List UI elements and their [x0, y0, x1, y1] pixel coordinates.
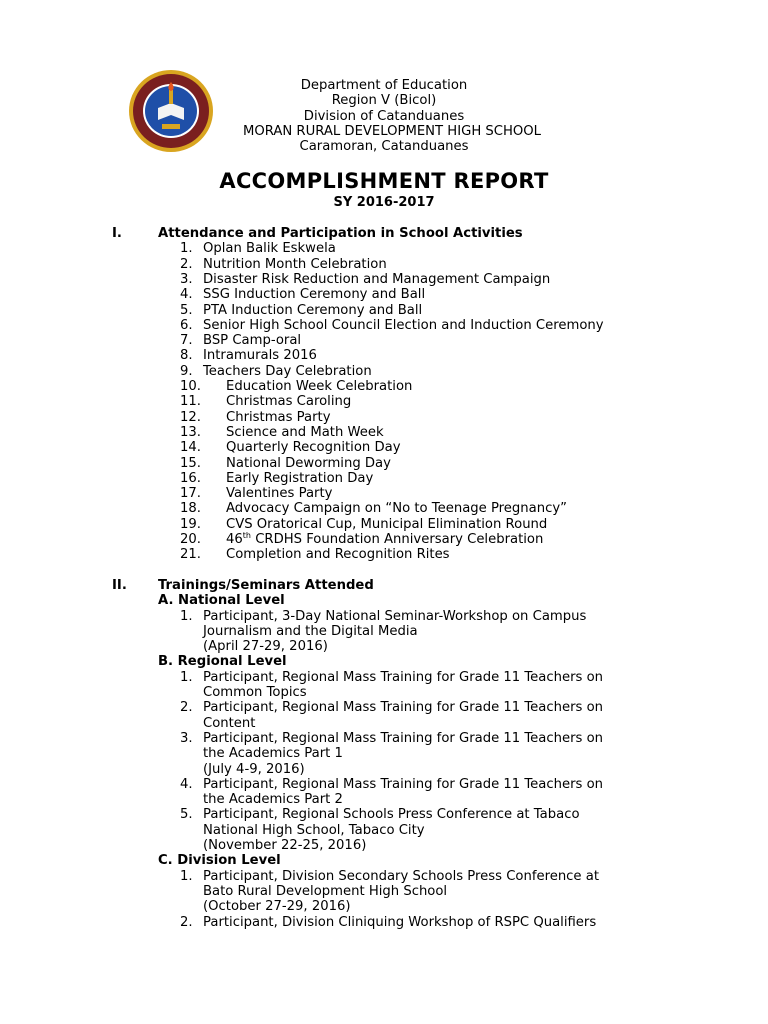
item-number: 20.: [180, 532, 201, 547]
item-number: 5.: [180, 302, 193, 318]
header-division: Division of Catanduanes: [303, 108, 465, 124]
header-region: Region V (Bicol): [331, 93, 437, 109]
item-number: 8.: [180, 348, 193, 364]
item-text: Education Week Celebration: [226, 379, 413, 394]
header-location: Caramoran, Catanduanes: [299, 139, 469, 155]
item-number: 12.: [180, 409, 201, 425]
item-text: BSP Camp-oral: [203, 333, 302, 349]
item-text: Senior High School Council Election and Induction Ceremony: [203, 317, 604, 333]
item-text: Completion and Recognition Rites: [226, 547, 450, 563]
item-number: 6.: [180, 317, 193, 333]
item-number: 3.: [180, 271, 193, 287]
item-text: Advocacy Campaign on “No to Teenage Pregnancy”: [226, 501, 567, 517]
item-text: 46th CRDHS Foundation Anniversary Celebration: [226, 531, 544, 547]
item-text: SSG Induction Ceremony and Ball: [203, 287, 426, 303]
item-number: 17.: [180, 486, 201, 502]
item-number: 10.: [180, 379, 201, 394]
item-text: PTA Induction Ceremony and Ball: [203, 302, 423, 318]
school-year: SY 2016-2017: [333, 195, 435, 210]
header-school-name: MORAN RURAL DEVELOPMENT HIGH SCHOOL: [242, 123, 542, 139]
item-number: 18.: [180, 501, 201, 517]
section-numeral: II.: [112, 577, 127, 593]
report-title: ACCOMPLISHMENT REPORT: [219, 169, 549, 193]
item-text: CVS Oratorical Cup, Municipal Elimination Round: [226, 516, 548, 532]
item-text: Valentines Party: [226, 486, 333, 502]
item-number: 19.: [180, 516, 201, 532]
item-number: 14.: [180, 440, 201, 456]
header-department: Department of Education: [300, 78, 468, 93]
item-number: 15.: [180, 455, 201, 471]
item-text: Science and Math Week: [226, 424, 384, 440]
item-text: Nutrition Month Celebration: [203, 256, 387, 272]
section-numeral: I.: [112, 226, 122, 241]
item-text: Intramurals 2016: [203, 348, 317, 364]
item-text: Quarterly Recognition Day: [226, 440, 401, 456]
item-text: Oplan Balik Eskwela: [203, 241, 336, 257]
item-number: 1.: [180, 241, 193, 257]
item-text: National Deworming Day: [226, 455, 391, 471]
item-number: 16.: [180, 470, 201, 486]
item-text: Christmas Party: [226, 409, 331, 425]
item-number: 11.: [180, 394, 201, 410]
item-text: Christmas Caroling: [226, 394, 352, 410]
item-text: Disaster Risk Reduction and Management Campaign: [203, 271, 551, 287]
item-number: 7.: [180, 333, 193, 349]
item-number: 9.: [180, 363, 193, 379]
item-text: Early Registration Day: [226, 470, 374, 486]
item-number: 13.: [180, 424, 201, 440]
section-title: Attendance and Participation in School Activities: [158, 226, 523, 241]
item-text: Teachers Day Celebration: [203, 363, 372, 379]
item-number: 21.: [180, 547, 201, 563]
section-title: Trainings/Seminars Attended: [158, 577, 374, 593]
item-number: 2.: [180, 256, 193, 272]
item-number: 4.: [180, 287, 193, 303]
